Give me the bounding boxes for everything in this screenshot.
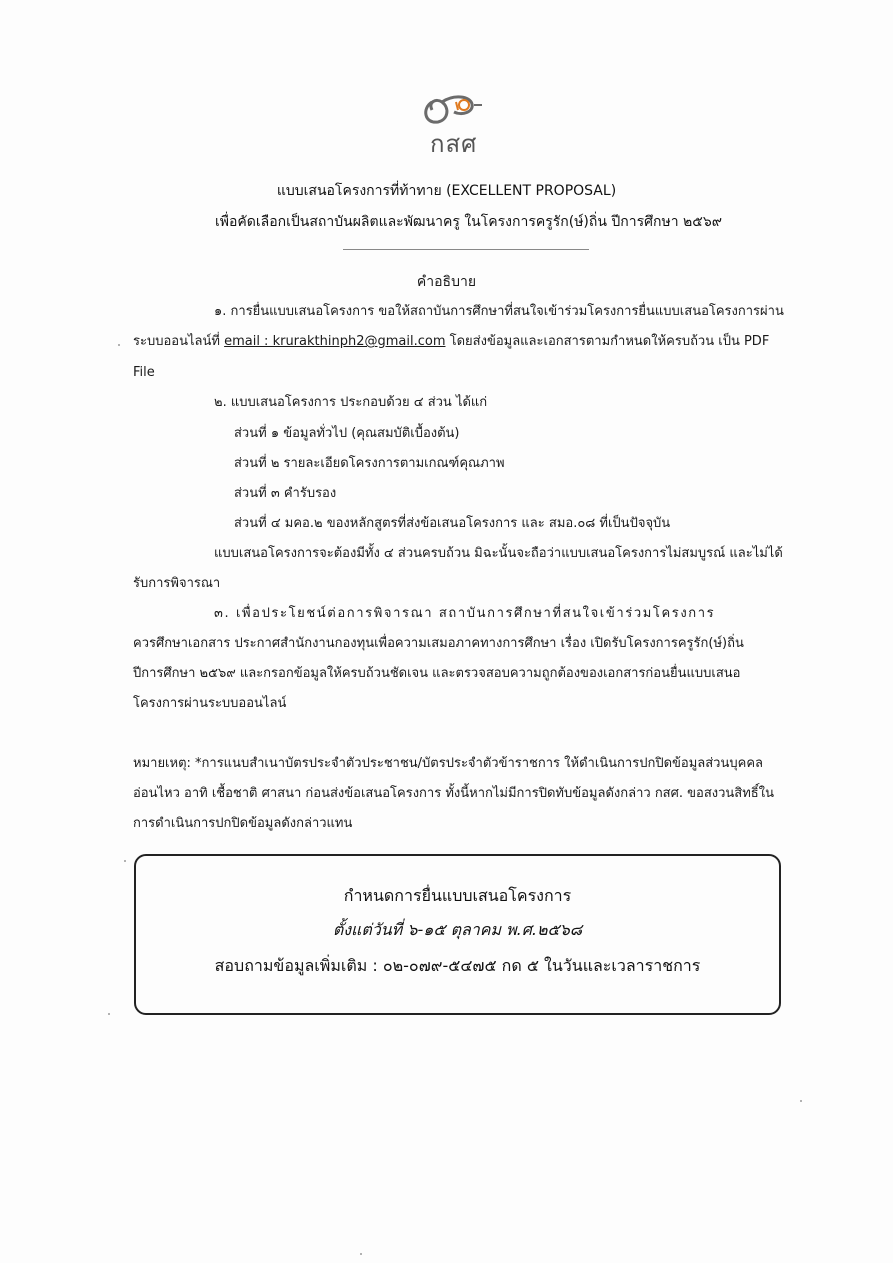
item3-line4: โครงการผ่านระบบออนไลน์ (133, 696, 287, 711)
remark-line2: อ่อนไหว อาทิ เชื้อชาติ ศาสนา ก่อนส่งข้อเสนอโครงการ ทั้งนี้หากไม่มีการปิดทับข้อมูลดังกล่าว กสศ. ขอสงวนสิทธิ์ใน (133, 786, 774, 801)
document-title-line2: เพื่อคัดเลือกเป็นสถาบันผลิตและพัฒนาครู ในโครงการครูรัก(ษ์)ถิ่น ปีการศึกษา ๒๕๖๙ (215, 214, 722, 230)
section-heading: คำอธิบาย (416, 274, 477, 290)
email-link[interactable]: email : krurakthinph2@gmail.com (224, 334, 446, 349)
item1-line3: File (133, 365, 155, 380)
item2-part-2: ส่วนที่ ๒ รายละเอียดโครงการตามเกณฑ์คุณภาพ (234, 456, 505, 471)
item2-note-line1: แบบเสนอโครงการจะต้องมีทั้ง ๔ ส่วนครบถ้วน มิฉะนั้นจะถือว่าแบบเสนอโครงการไม่สมบูรณ์ และไม่ได้ (214, 546, 783, 561)
document-title-line1: แบบเสนอโครงการที่ท้าทาย (EXCELLENT PROPOSAL) (276, 183, 617, 199)
remark-line3: การดำเนินการปกปิดข้อมูลดังกล่าวแทน (133, 816, 353, 831)
item2-note-line2: รับการพิจารณา (133, 576, 221, 591)
item2-part-1: ส่วนที่ ๑ ข้อมูลทั่วไป (คุณสมบัติเบื้องต้น) (234, 426, 460, 441)
item1-line2-suffix: โดยส่งข้อมูลและเอกสารตามกำหนดให้ครบถ้วน เป็น PDF (445, 334, 770, 349)
item2-intro: ๒. แบบเสนอโครงการ ประกอบด้วย ๔ ส่วน ได้แก่ (214, 395, 488, 410)
item1-line1: ๑. การยื่นแบบเสนอโครงการ ขอให้สถาบันการศึกษาที่สนใจเข้าร่วมโครงการยื่นแบบเสนอโครงการผ่าน (214, 304, 784, 319)
scan-speck (108, 1013, 110, 1015)
deadline-box-title: กำหนดการยื่นแบบเสนอโครงการ (343, 886, 572, 905)
item3-line3: ปีการศึกษา ๒๕๖๙ และกรอกข้อมูลให้ครบถ้วนชัดเจน และตรวจสอบความถูกต้องของเอกสารก่อนยื่นแบบเสนอ (133, 666, 741, 681)
deadline-box-dates: ตั้งแต่วันที่ ๖-๑๕ ตุลาคม พ.ศ.๒๕๖๘ (332, 920, 583, 939)
deadline-box (134, 854, 781, 1015)
item2-part-4: ส่วนที่ ๔ มคอ.๒ ของหลักสูตรที่ส่งข้อเสนอโครงการ และ สมอ.๐๘ ที่เป็นปัจจุบัน (234, 516, 671, 531)
item3-line1: ๓. เพื่อประโยชน์ต่อการพิจารณา สถาบันการศึกษาที่สนใจเข้าร่วมโครงการ (214, 606, 716, 621)
scan-speck (360, 1253, 362, 1255)
scan-speck (800, 1100, 802, 1102)
scan-speck (118, 344, 120, 346)
scan-speck (124, 860, 126, 862)
deadline-box-contact: สอบถามข้อมูลเพิ่มเติม : ๐๒-๐๗๙-๕๔๗๕ กด ๕ ในวันและเวลาราชการ (214, 956, 701, 975)
title-divider (343, 249, 589, 250)
logo-wordmark: กสศ (430, 130, 478, 158)
item1-line2-prefix: ระบบออนไลน์ที่ (133, 334, 225, 349)
item3-line2: ควรศึกษาเอกสาร ประกาศสำนักงานกองทุนเพื่อความเสมอภาคทางการศึกษา เรื่อง เปิดรับโครงการครูรัก(ษ์)ถิ่น (133, 636, 744, 651)
remark-line1: หมายเหตุ: *การแนบสำเนาบัตรประจำตัวประชาชน/บัตรประจำตัวข้าราชการ ให้ดำเนินการปกปิดข้อมูลส่วนบุคคล (133, 756, 763, 771)
item2-part-3: ส่วนที่ ๓ คำรับรอง (234, 486, 337, 501)
item1-line2 (133, 332, 769, 352)
